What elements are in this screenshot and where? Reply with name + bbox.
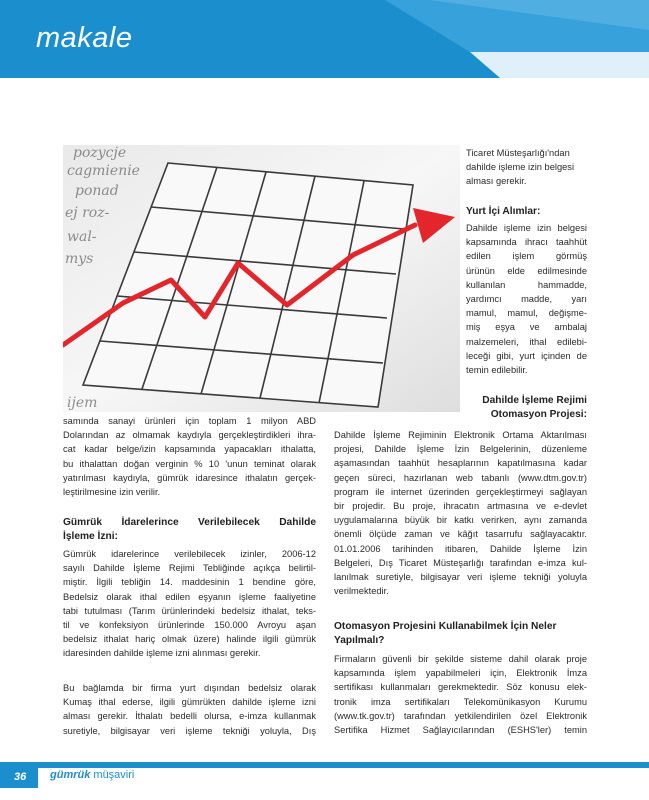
heading-line: Gümrük İdarelerince Verilebilecek Dahilde — [63, 517, 316, 528]
text-line: Dahilde işleme izin belgesi — [466, 223, 587, 233]
text-line: miş eşya ve ambalaj — [466, 322, 587, 333]
chart-photo — [63, 145, 460, 412]
text-line: Firmaların güvenli bir şekilde sisteme dahil olarak proje — [334, 654, 587, 664]
text-line: ürünün elde edilmesinde — [466, 265, 587, 276]
text-line: bu ithalattan doğan verginin % 10 'unun teminat olarak — [63, 458, 316, 469]
text-line: leştirilmesine izin verilir. — [63, 487, 161, 498]
text-line: 01.01.2006 tarihinden itibaren, Dahilde İşleme İzin — [334, 543, 587, 554]
text-line: leceği gibi, yurt içinden de — [466, 350, 587, 361]
text-line: til ve konfeksiyon ürünlerinde 150.000 Avroyu aşan — [63, 620, 316, 631]
text-line: (www.tk.gov.tr) tarafından yetkilendirilen özel Elektronik — [334, 710, 587, 721]
heading-line: Otomasyon Projesini Kullanabilmek İçin Neler — [334, 621, 557, 632]
heading-line: Yapılmalı? — [334, 635, 385, 646]
yurt-ici-heading: Yurt İçi Alımlar: — [466, 206, 541, 217]
magazine-logo — [50, 769, 134, 781]
footer-bar — [0, 762, 649, 768]
bg-word: ponad — [75, 183, 119, 199]
text-line: projesi, Dahilde İşleme İzin Belgelerinin, düzenleme — [334, 444, 587, 455]
bg-word: pozycje — [73, 145, 127, 161]
text-line: samında sanayi ürünleri için toplam 1 milyon ABD — [63, 416, 316, 426]
heading-line: İşleme İzni: — [63, 531, 118, 542]
text-line: program ile internet üzerinden gerçekleştirmeyi sağlayan — [334, 486, 587, 497]
bg-word: ijem — [67, 395, 98, 411]
text-line: idaresinden dahilde işleme izni alınması gerekir. — [63, 648, 261, 659]
text-line: uygulamalarına büyük bir katkı verirken, aynı zamanda — [334, 515, 587, 526]
text-line: sayılı Dahilde İşleme Rejimi Tebliğinde açıkça belirtil- — [63, 563, 316, 574]
page-number: 36 — [0, 768, 38, 788]
otomasyon-text — [334, 428, 587, 598]
gumruk-izni-text — [63, 547, 316, 661]
text-line: alması gerekir. İthalatı bedelli olursa, e-imza kullanmak — [63, 711, 316, 722]
left-top-text — [63, 414, 316, 499]
yurt-ici-text — [466, 221, 587, 377]
text-line: bedelsiz ithalat hariç olmak üzere) halinde ilgili gümrük — [63, 634, 316, 645]
logo-rest: müşaviri — [93, 769, 135, 781]
text-line: Kumaş ithal ederse, ilgili gümrükten dahilde işleme izni — [63, 697, 316, 708]
text-line: bir projedir. Bu proje, ihracatın artmasına ve e-devlet — [334, 501, 587, 512]
text-line: geçen süreci, hazırlanan web tabanlı (www.dtm.gov.tr) — [334, 472, 587, 483]
text-line: Dolarından az olmamak kaydıyla gerçekleştirdikleri ihra- — [63, 430, 316, 441]
text-line: kullanılan hammadde, — [466, 279, 587, 290]
text-line: edilen işlem görmüş — [466, 251, 587, 262]
text-line: aşamasından taahhüt hesaplarının kapatılmasına kadar — [334, 458, 587, 469]
text-line: Ticaret Müsteşarlığı'ndan — [466, 148, 570, 158]
text-line: verilmektedir. — [334, 586, 389, 597]
text-line: Sertifika Hizmet Sağlayıcılarından (ESHS'ler) temin — [334, 725, 587, 736]
bg-word: ej roz- — [65, 205, 110, 221]
heading-line: Dahilde İşleme Rejimi — [482, 395, 587, 406]
text-line: alması gerekir. — [466, 176, 527, 187]
section-title: makale — [36, 22, 133, 54]
text-line: Dahilde İşleme Rejiminin Elektronik Ortama Aktarılması — [334, 430, 587, 440]
text-line: Gümrük idarelerince verilebilecek izinler, 2006-12 — [63, 549, 316, 559]
kullanmak-text — [334, 652, 587, 737]
text-line: temin edilebilir. — [466, 365, 528, 376]
text-line: tronik imza sertifikaları Telekomünikasyon Kurumu — [334, 696, 587, 707]
heading-line: Otomasyon Projesi: — [490, 409, 587, 420]
text-line: sertifikası kullanmaları gerekmektedir. Söz konusu elek- — [334, 682, 587, 693]
bg-word: mys — [65, 251, 94, 267]
text-line: Bu bağlamda bir firma yurt dışından bedelsiz olarak — [63, 683, 316, 693]
header-banner — [0, 0, 649, 78]
bg-word: wal- — [67, 229, 97, 245]
text-line: Bedelsiz olarak ithal edilen eşyanın işleme faaliyetine — [63, 591, 316, 602]
text-line: miştir. İlgili tebliğin 14. maddesinin 1 bendine göre, — [63, 577, 316, 588]
text-line: kapsamında işlem yapabilmeleri için, Elektronik İmza — [334, 668, 587, 679]
text-line: dahilde işleme izin belgesi — [466, 162, 575, 173]
gumruk-izni-heading — [63, 516, 316, 544]
otomasyon-heading — [466, 394, 587, 422]
left-bottom-text — [63, 681, 316, 738]
text-line: suretiyle, bilgisayar veri işleme tekniği yoluyla, Dış — [63, 725, 316, 736]
text-line: malzemeleri, ithal edilebi- — [466, 336, 587, 347]
text-line: yardımcı madde, yarı — [466, 294, 587, 305]
text-line: lanılmak suretiyle, bilgisayar veri işleme tekniği yoluyla — [334, 572, 587, 583]
graph-illustration — [63, 145, 460, 412]
text-line: mamul, mamul, değişme- — [466, 308, 587, 319]
bg-word: cagmienie — [67, 163, 140, 179]
right-top-text — [466, 146, 586, 189]
text-line: tabi tutulması (Tarım ürünlerindeki bedelsiz ithalat, teks- — [63, 605, 316, 616]
text-line: kapsamında ihracı taahhüt — [466, 237, 587, 248]
logo-bold: gümrük — [50, 769, 91, 781]
text-line: cat kadar belge/izin kapsamında yapacakları ithalatta, — [63, 444, 316, 455]
text-line: Belgeleri, Dış Ticaret Müsteşarlığı tarafından e-imza kul- — [334, 557, 587, 568]
text-line: yatırılması kaydıyla, gümrük idaresince ithalatın gerçek- — [63, 472, 316, 483]
kullanmak-heading — [334, 620, 587, 648]
text-line: önemli ölçüde zaman ve kâğıt tasarrufu sağlayacaktır. — [334, 529, 587, 540]
